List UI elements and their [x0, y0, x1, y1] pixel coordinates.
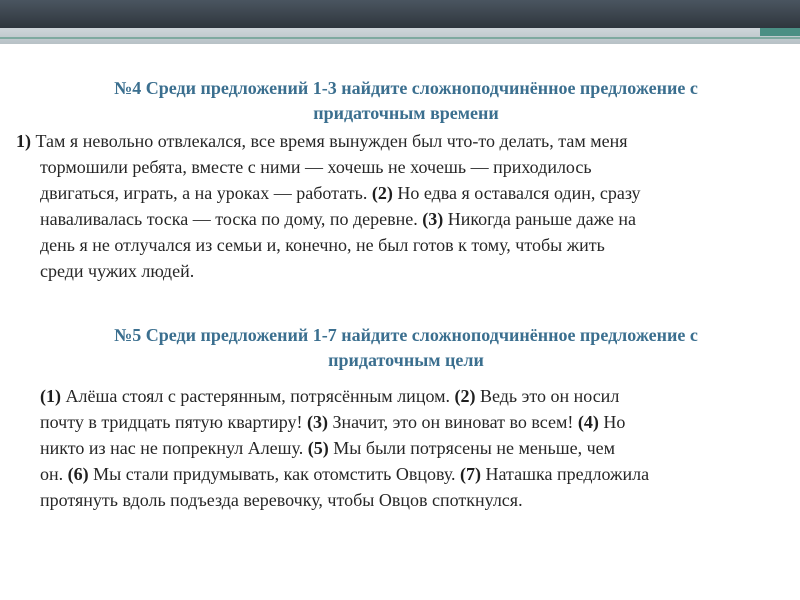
sentence-number: (3) [306, 412, 328, 432]
task5-heading [30, 323, 782, 373]
task5-line-5: протянуть вдоль подъезда веревочку, чтобы Овцов споткнулся. [40, 490, 523, 510]
sentence-text: Но [598, 412, 626, 432]
task4-heading-line1: №4 Среди предложений 1-3 найдите сложноподчинённое предложение с [114, 78, 698, 98]
sentence-number: (6) [67, 464, 89, 484]
sentence-number: (5) [307, 438, 329, 458]
task4-heading [30, 76, 782, 126]
sentence-number: (3) [422, 209, 444, 229]
task4-line-3 [16, 180, 786, 206]
header-corner-tab [760, 28, 800, 36]
sentence-text: Там я невольно отвлекался, все время вынужден был что-то делать, там меня [31, 131, 628, 151]
task4-line-4 [16, 206, 786, 232]
task5-heading-line2: придаточным цели [328, 350, 484, 370]
task5-line-3 [40, 435, 790, 461]
task5-line-2 [40, 409, 790, 435]
sentence-text: Значит, это он виноват во всем! [327, 412, 574, 432]
sentence-text: наваливалась тоска — тоска по дому, по деревне. [40, 209, 418, 229]
sentence-text: Ведь это он носил [475, 386, 620, 406]
sentence-number: (1) [40, 386, 61, 406]
slide-header-stripe [0, 28, 800, 44]
task5-text [40, 383, 790, 513]
sentence-text: никто из нас не попрекнул Алешу. [40, 438, 304, 458]
header-accent-line [0, 37, 800, 39]
sentence-text: Мы были потрясены не меньше, чем [328, 438, 616, 458]
task4-heading-line2: придаточным времени [313, 103, 499, 123]
sentence-text: Мы стали придумывать, как отомстить Овцову. [88, 464, 456, 484]
sentence-text: Но едва я оставался один, сразу [392, 183, 641, 203]
sentence-text: он. [40, 464, 64, 484]
sentence-number: (7) [460, 464, 482, 484]
sentence-number: (4) [577, 412, 599, 432]
task4-line-5: день я не отлучался из семьи и, конечно, не был готов к тому, чтобы жить [40, 235, 605, 255]
task4-line-6: среди чужих людей. [40, 261, 195, 281]
sentence-number: 1) [16, 131, 31, 151]
slide-top-bar [0, 0, 800, 28]
sentence-text: Алёша стоял с растерянным, потрясённым лицом. [61, 386, 450, 406]
sentence-text: Никогда раньше даже на [443, 209, 636, 229]
sentence-text: Наташка предложила [481, 464, 650, 484]
task5-line-1 [40, 383, 790, 409]
task4-text [16, 128, 786, 284]
sentence-number: (2) [371, 183, 393, 203]
sentence-number: (2) [454, 386, 476, 406]
task4-line-1 [16, 128, 786, 154]
sentence-text: почту в тридцать пятую квартиру! [40, 412, 303, 432]
task5-line-4 [40, 461, 790, 487]
sentence-text: двигаться, играть, а на уроках — работать. [40, 183, 368, 203]
task4-line-2: тормошили ребята, вместе с ними — хочешь не хочешь — приходилось [40, 157, 592, 177]
task5-heading-line1: №5 Среди предложений 1-7 найдите сложноподчинённое предложение с [114, 325, 698, 345]
